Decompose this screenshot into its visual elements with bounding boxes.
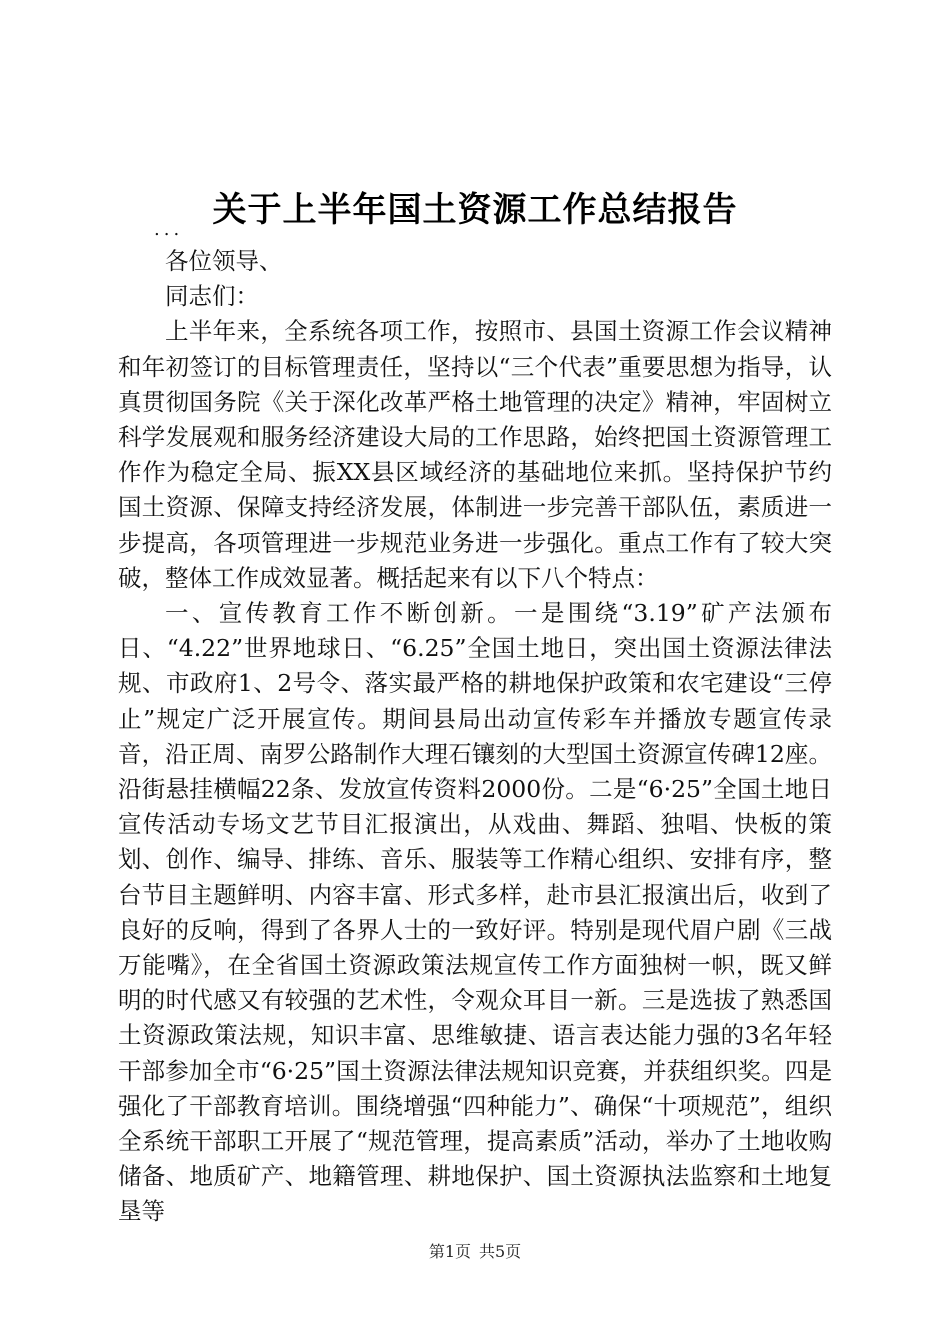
document-title: 关于上半年国土资源工作总结报告 [212,190,738,230]
page-total: 共5页 [479,1242,522,1261]
salutation-leaders: 各位领导、 [165,247,283,275]
document-body [118,216,832,1230]
page-number: 第1页 [428,1242,471,1261]
page-footer [0,1240,950,1264]
paragraph-section-one: 一、宣传教育工作不断创新。一是围绕“3.19”矿产法颁布日、“4.22”世界地球日、“6.25”全国土地日，突出国土资源法律法规、市政府1、2号令、落实最严格的耕地保护政策和农宅建设“三停止”规定广泛开展宣传。期间县局出动宣传彩车并播放专题宣传录音，沿正周、南罗公路制作大理石镶刻的大型国土资源宣传碑12座。沿街悬挂横幅22条、发放宣传资料2000份。二是“6·25”全国土地日宣传活动专场文艺节目汇报演出，从戏曲、舞蹈、独唱、快板的策划、创作、编导、排练、音乐、服装等工作精心组织、安排有序，整台节目主题鲜明、内容丰富、形式多样，赴市县汇报演出后，收到了良好的反响，得到了各界人士的一致好评。特别是现代眉户剧《三战万能嘴》，在全省国土资源政策法规宣传工作方面独树一帜，既又鲜明的时代感又有较强的艺术性，令观众耳目一新。三是选拔了熟悉国土资源政策法规，知识丰富、思维敏捷、语言表达能力强的3名年轻干部参加全市“6·25”国土资源法律法规知识竞赛，并获组织奖。四是强化了干部教育培训。围绕增强“四种能力”、确保“十项规范”，组织全系统干部职工开展了“规范管理，提高素质”活动，举办了土地收购储备、地质矿产、地籍管理、耕地保护、国土资源执法监察和土地复垦等 [118,599,832,1226]
ellipsis-line: ... [154,219,184,240]
salutation-comrades: 同志们： [165,282,259,311]
paragraph-intro: 上半年来，全系统各项工作，按照市、县国土资源工作会议精神和年初签订的目标管理责任，坚持以“三个代表”重要思想为指导，认真贯彻国务院《关于深化改革严格土地管理的决定》精神，牢固树立科学发展观和服务经济建设大局的工作思路，始终把国土资源管理工作作为稳定全局、振XX县区域经济的基础地位来抓。坚持保护节约国土资源、保障支持经济发展，体制进一步完善干部队伍，素质进一步提高，各项管理进一步规范业务进一步强化。重点工作有了较大突破，整体工作成效显著。概括起来有以下八个特点： [118,317,832,592]
